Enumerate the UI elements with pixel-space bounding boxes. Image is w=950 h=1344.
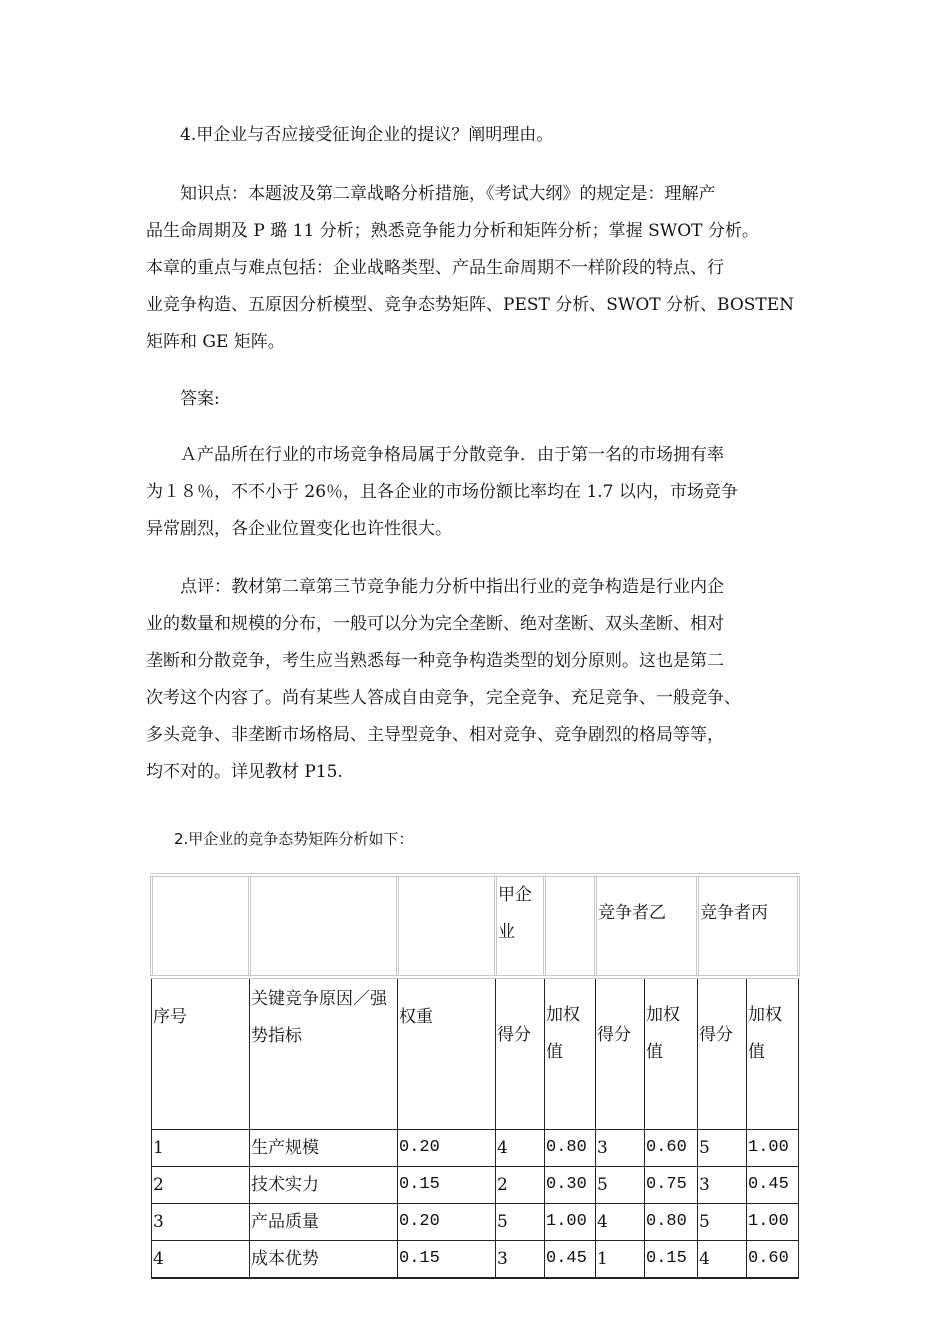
sub-header-c-score-label: 得分 <box>699 1025 733 1045</box>
cell-weight <box>398 1241 496 1279</box>
knowledge-line: 矩阵和 GE 矩阵。 <box>146 332 285 352</box>
cell-a-weighted <box>545 1167 596 1204</box>
sub-header-factor-label: 关键竞争原因／强势指标 <box>251 989 387 1046</box>
cell-weight-text: 0.15 <box>399 1249 440 1268</box>
review-comment <box>146 569 816 791</box>
cell-index <box>152 1204 250 1241</box>
table-header-cell <box>545 875 596 977</box>
cell-a-weighted <box>545 1204 596 1241</box>
cell-a-weighted <box>545 1130 596 1167</box>
cell-factor <box>250 1167 398 1204</box>
table-row <box>152 1204 799 1241</box>
cell-c-weighted-text: 0.60 <box>748 1249 789 1268</box>
review-line: 多头竞争、非垄断市场格局、主导型竞争、相对竞争、竞争剧烈的格局等等， <box>146 725 724 745</box>
cell-c-weighted-text: 1.00 <box>748 1138 789 1157</box>
group-header-competitor-c-label: 竞争者丙 <box>700 903 768 923</box>
group-header-company-a <box>496 875 545 977</box>
cell-c-score <box>698 1241 747 1279</box>
cell-c-score-text: 4 <box>699 1249 710 1269</box>
cell-factor <box>250 1241 398 1279</box>
sub-header-weight-label: 权重 <box>399 1007 433 1027</box>
cell-a-score-text: 3 <box>497 1249 508 1269</box>
cell-c-weighted <box>747 1130 799 1167</box>
sub-header-a-score-label: 得分 <box>497 1025 531 1045</box>
group-header-company-a-label: 甲企业 <box>498 885 532 942</box>
cell-index-text: 1 <box>153 1138 164 1158</box>
table-group-header-row <box>152 875 799 977</box>
knowledge-points <box>146 176 816 361</box>
question-4-text: 4.甲企业与否应接受征询企业的提议？阐明理由。 <box>180 125 554 145</box>
cell-b-weighted <box>645 1167 698 1204</box>
cell-index <box>152 1130 250 1167</box>
sub-header-b-weighted <box>645 977 698 1130</box>
cell-index-text: 2 <box>153 1175 164 1195</box>
cell-factor-text: 产品质量 <box>251 1212 319 1232</box>
group-header-competitor-b <box>596 875 698 977</box>
group-header-competitor-c <box>698 875 799 977</box>
cell-b-weighted <box>645 1130 698 1167</box>
cell-a-weighted-text: 0.80 <box>546 1138 587 1157</box>
cell-b-score-text: 3 <box>597 1138 608 1158</box>
cell-factor <box>250 1204 398 1241</box>
cell-a-weighted <box>545 1241 596 1279</box>
cell-c-weighted-text: 0.45 <box>748 1175 789 1194</box>
cell-weight-text: 0.15 <box>399 1175 440 1194</box>
cell-a-score-text: 5 <box>497 1212 508 1232</box>
cell-weight <box>398 1130 496 1167</box>
sub-header-b-score-label: 得分 <box>597 1025 631 1045</box>
cell-a-score-text: 2 <box>497 1175 508 1195</box>
cell-b-score-text: 4 <box>597 1212 608 1232</box>
sub-header-a-weighted-label: 加权值 <box>546 1005 580 1062</box>
table-row <box>152 1167 799 1204</box>
answer-line: 为１８％，不不小于 26％，且各企业的市场份额比率均在 1.7 以内，市场竞争 <box>146 482 738 502</box>
cell-factor-text: 成本优势 <box>251 1249 319 1269</box>
review-line: 点评：教材第二章第三节竞争能力分析中指出行业的竞争构造是行业内企 <box>180 577 724 597</box>
sub-header-c-weighted-label: 加权值 <box>748 1005 782 1062</box>
cell-index-text: 4 <box>153 1249 164 1269</box>
sub-header-b-score <box>596 977 645 1130</box>
review-line: 垄断和分散竞争，考生应当熟悉每一种竞争构造类型的划分原则。这也是第二 <box>146 651 724 671</box>
cell-c-score-text: 5 <box>699 1212 710 1232</box>
knowledge-line: 品生命周期及 P 璐 11 分析；熟悉竞争能力分析和矩阵分析；掌握 SWOT 分析。 <box>146 221 759 241</box>
cell-a-score <box>496 1167 545 1204</box>
knowledge-line: 知识点：本题波及第二章战略分析措施，《考试大纲》的规定是：理解产 <box>180 184 716 204</box>
cell-index <box>152 1241 250 1279</box>
answer-label-text: 答案: <box>180 389 220 409</box>
cell-c-score-text: 3 <box>699 1175 710 1195</box>
cell-c-score <box>698 1130 747 1167</box>
cell-weight <box>398 1204 496 1241</box>
cell-a-score <box>496 1241 545 1279</box>
cell-weight-text: 0.20 <box>399 1212 440 1231</box>
sub-header-index-label: 序号 <box>153 1007 187 1027</box>
table-header-cell <box>250 875 398 977</box>
cell-index-text: 3 <box>153 1212 164 1232</box>
cell-factor-text: 生产规模 <box>251 1138 319 1158</box>
knowledge-line: 业竞争构造、五原因分析模型、竞争态势矩阵、PEST 分析、SWOT 分析、BOSTEN <box>146 295 795 315</box>
answer-line: 异常剧烈，各企业位置变化也许性很大。 <box>146 519 452 539</box>
review-line: 业的数量和规模的分布，一般可以分为完全垄断、绝对垄断、双头垄断、相对 <box>146 614 724 634</box>
cell-a-weighted-text: 1.00 <box>546 1212 587 1231</box>
sub-header-a-weighted <box>545 977 596 1130</box>
sub-header-index <box>152 977 250 1130</box>
answer-line: Ａ产品所在行业的市场竞争格局属于分散竞争．由于第一名的市场拥有率 <box>180 445 724 465</box>
cell-c-weighted <box>747 1167 799 1204</box>
sub-header-c-score <box>698 977 747 1130</box>
table-header-cell <box>398 875 496 977</box>
cell-b-score <box>596 1130 645 1167</box>
cell-c-score <box>698 1167 747 1204</box>
cell-b-weighted-text: 0.15 <box>646 1249 687 1268</box>
sub-header-weight <box>398 977 496 1130</box>
competitive-profile-matrix <box>150 873 800 1279</box>
cell-b-weighted <box>645 1204 698 1241</box>
table-header-cell <box>152 875 250 977</box>
cell-b-score-text: 1 <box>597 1249 608 1269</box>
cell-b-score <box>596 1167 645 1204</box>
cell-factor <box>250 1130 398 1167</box>
cell-weight-text: 0.20 <box>399 1138 440 1157</box>
table-sub-header-row <box>152 977 799 1130</box>
cell-c-weighted <box>747 1241 799 1279</box>
sub-header-a-score <box>496 977 545 1130</box>
cell-weight <box>398 1167 496 1204</box>
cell-b-weighted <box>645 1241 698 1279</box>
question-4 <box>146 117 816 154</box>
cell-b-score-text: 5 <box>597 1175 608 1195</box>
knowledge-line: 本章的重点与难点包括：企业战略类型、产品生命周期不一样阶段的特点、行 <box>146 258 724 278</box>
cell-factor-text: 技术实力 <box>251 1175 319 1195</box>
cell-a-weighted-text: 0.45 <box>546 1249 587 1268</box>
cell-b-weighted-text: 0.60 <box>646 1138 687 1157</box>
group-header-competitor-b-label: 竞争者乙 <box>598 903 666 923</box>
cell-b-score <box>596 1204 645 1241</box>
cell-a-score <box>496 1204 545 1241</box>
cell-a-weighted-text: 0.30 <box>546 1175 587 1194</box>
review-line: 次考这个内容了。尚有某些人答成自由竞争，完全竞争、充足竞争、一般竞争、 <box>146 688 741 708</box>
cell-b-weighted-text: 0.80 <box>646 1212 687 1231</box>
table-row <box>152 1241 799 1279</box>
sub-header-factor <box>250 977 398 1130</box>
cell-index <box>152 1167 250 1204</box>
cell-b-score <box>596 1241 645 1279</box>
cell-c-score <box>698 1204 747 1241</box>
answer-label <box>146 381 816 418</box>
table-row <box>152 1130 799 1167</box>
cell-a-score <box>496 1130 545 1167</box>
cell-c-score-text: 5 <box>699 1138 710 1158</box>
cell-c-weighted <box>747 1204 799 1241</box>
cell-a-score-text: 4 <box>497 1138 508 1158</box>
cell-b-weighted-text: 0.75 <box>646 1175 687 1194</box>
sub-header-b-weighted-label: 加权值 <box>646 1005 680 1062</box>
sub-header-c-weighted <box>747 977 799 1130</box>
cell-c-weighted-text: 1.00 <box>748 1212 789 1231</box>
review-line: 均不对的。详见教材 P15. <box>146 762 343 782</box>
answer-text <box>146 437 816 548</box>
matrix-caption: 2.甲企业的竞争态势矩阵分析如下： <box>174 830 414 848</box>
